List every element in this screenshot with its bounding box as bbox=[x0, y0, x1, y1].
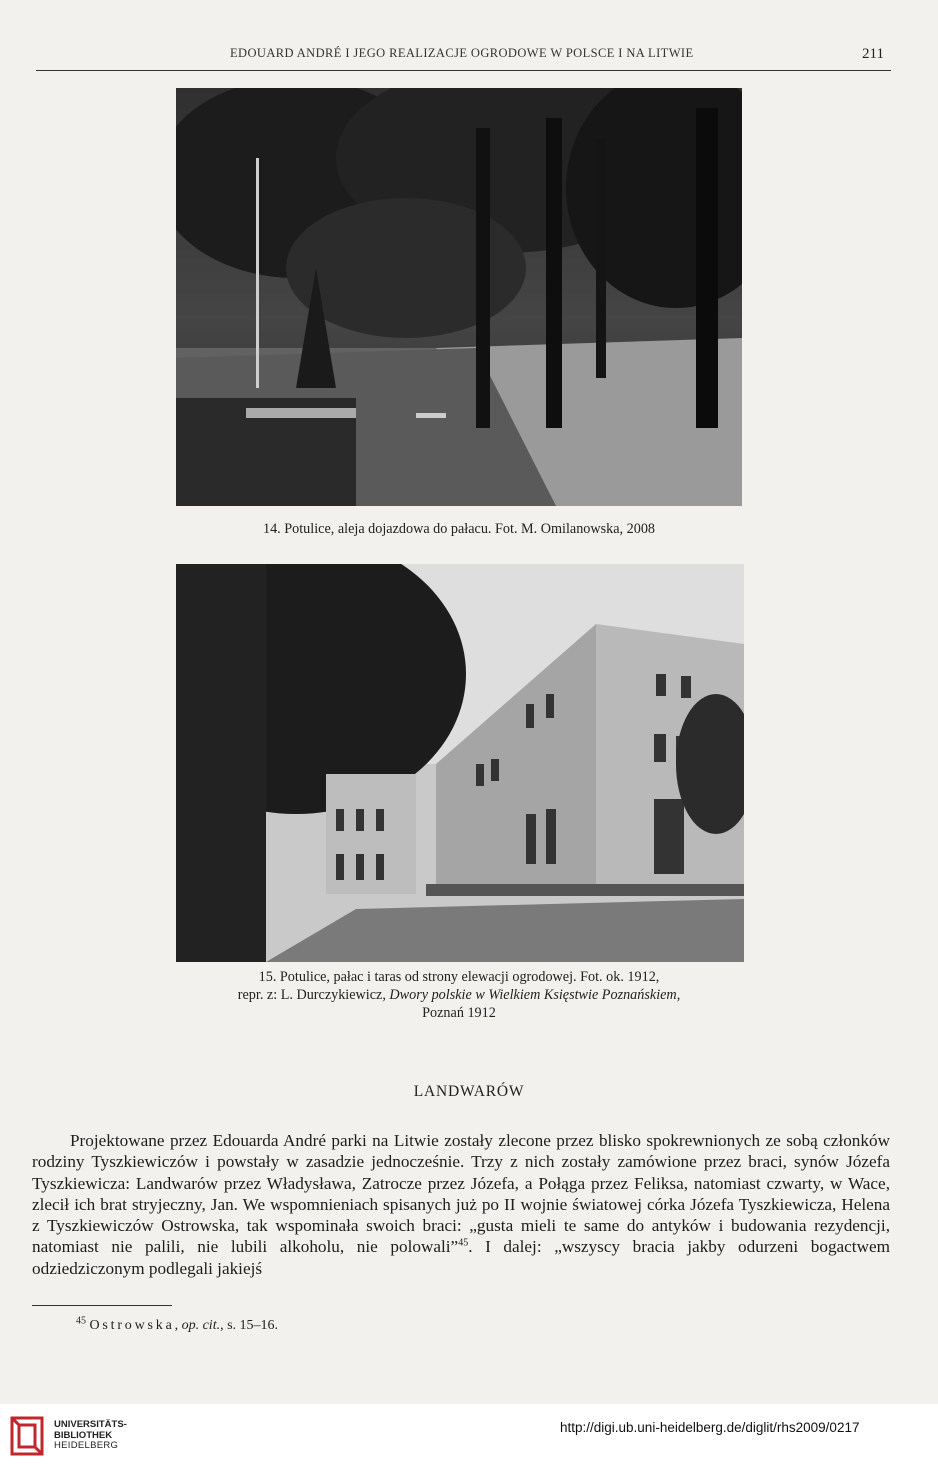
photo-palace-terrace-drawing bbox=[176, 564, 744, 962]
running-title: EDOUARD ANDRÉ I JEGO REALIZACJE OGRODOWE W POLSCE I NA LITWIE bbox=[230, 46, 694, 60]
footnote-number: 45 bbox=[76, 1315, 86, 1327]
paragraph-main-text: Projektowane przez Edouarda André parki na Litwie zostały zlecone przez blisko spokrewnionych ze sobą członków rodziny Tyszkiewiczów i powstały w zasadzie jednocześnie. Trzy z nich zostały zamówione przez braci, synów Józefa Tyszkiewicza: Landwarów przez Władysława, Zatrocze przez Józefa, a Połąga przez Feliksa, natomiast czwarty, w Wace, zlecił ich brat stryjeczny, Jan. We wspomnieniach spisanych już po II wojnie światowej córka Józefa Tyszkiewicza, Helena z Tyszkiewiczów Ostrowska, tak wspominała swoich braci: „gusta mieli te same do antyków i budowania rezydencji, natomiast nie palili, nie lubili alkoholu, nie polowali” bbox=[32, 1131, 890, 1257]
university-library-logo-icon bbox=[10, 1416, 46, 1456]
library-line3: HEIDELBERG bbox=[54, 1440, 119, 1451]
figure-15-caption-suffix: , bbox=[676, 987, 681, 1003]
figure-14-caption: 14. Potulice, aleja dojazdowa do pałacu. Fot. M. Omilanowska, 2008 bbox=[262, 521, 656, 537]
section-heading: LANDWARÓW bbox=[413, 1083, 525, 1100]
photo-tree-alley-drawing bbox=[176, 88, 742, 506]
figure-15-caption bbox=[176, 968, 742, 1022]
figure-15-caption-line1: 15. Potulice, pałac i taras od strony elewacji ogrodowej. Fot. ok. 1912, bbox=[258, 969, 660, 985]
figure-15-caption-prefix: repr. z: L. Durczykiewicz, bbox=[237, 987, 390, 1003]
footnote-reference: 45 bbox=[458, 1237, 469, 1249]
body-paragraph bbox=[32, 1130, 890, 1279]
university-library-name bbox=[54, 1420, 127, 1452]
figure-15-caption-line2 bbox=[176, 986, 742, 1004]
paragraph-tail-text: . I dalej: „wszyscy bracia jakby odurzeni bogactwem odziedziczonym podlegali jakiejś bbox=[32, 1237, 890, 1278]
footnote-op-cit: op. cit. bbox=[181, 1318, 221, 1333]
library-line2: BIBLIOTHEK bbox=[54, 1429, 113, 1441]
photo-palace-terrace bbox=[176, 564, 744, 962]
footnote-rule bbox=[32, 1305, 172, 1306]
footnote-separator: , bbox=[174, 1318, 182, 1333]
footer-bar bbox=[0, 1404, 938, 1474]
photo-tree-alley bbox=[176, 88, 742, 506]
library-line1: UNIVERSITÄTS- bbox=[54, 1419, 127, 1430]
figure-15-caption-book-title: Dwory polskie w Wielkiem Księstwie Poznańskiem bbox=[389, 987, 677, 1003]
footnote bbox=[76, 1315, 279, 1334]
source-url-link[interactable]: http://digi.ub.uni-heidelberg.de/diglit/rhs2009/0217 bbox=[560, 1420, 860, 1435]
footnote-author: Ostrowska bbox=[89, 1318, 175, 1333]
header-rule bbox=[36, 70, 891, 71]
footnote-pages: , s. 15–16. bbox=[220, 1318, 279, 1333]
figure-15-caption-line3: Poznań 1912 bbox=[422, 1005, 496, 1021]
page-number: 211 bbox=[862, 46, 884, 62]
